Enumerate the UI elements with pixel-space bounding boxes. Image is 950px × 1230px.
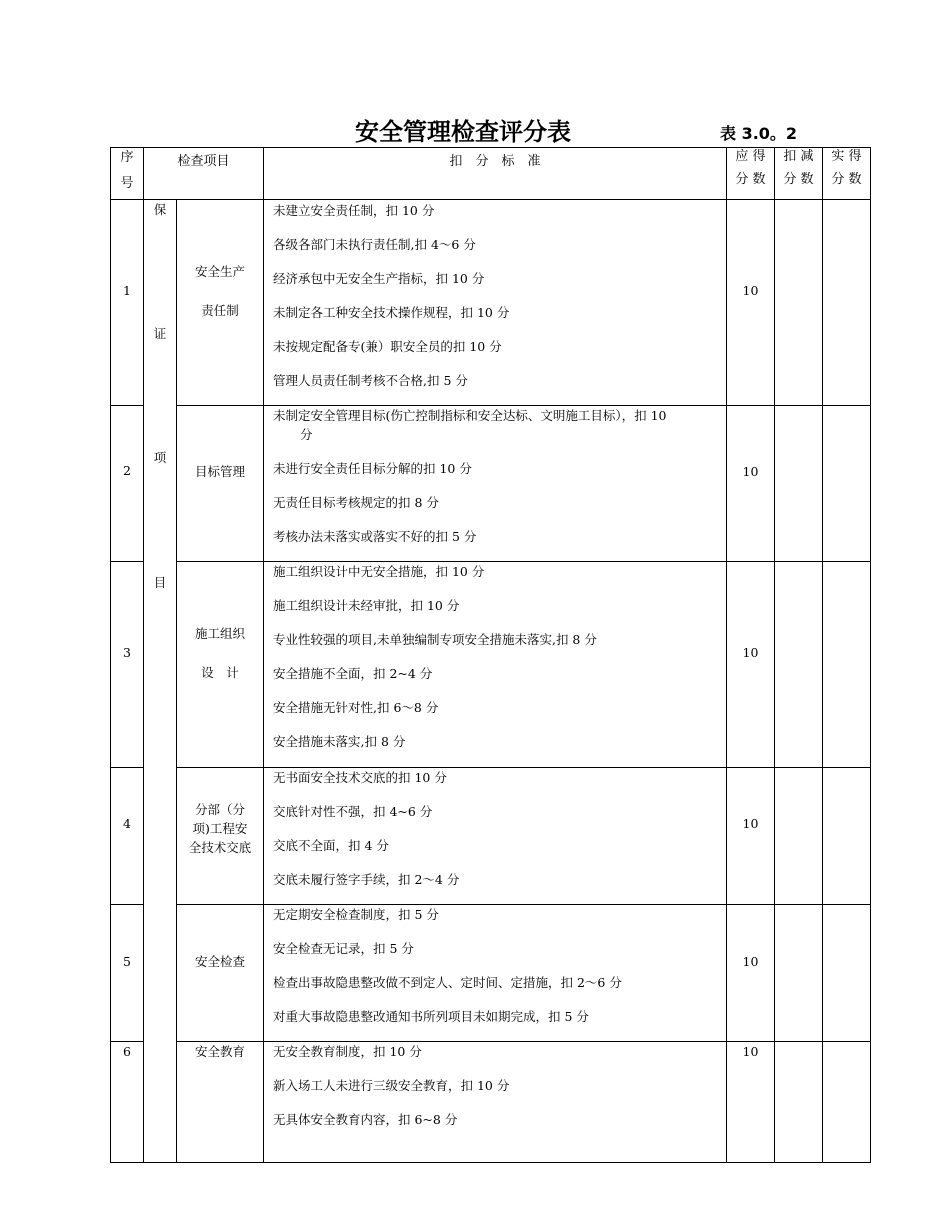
header-deduction-standard: 扣 分 标 准 [449,154,541,169]
row-item-line: 安全检查 [194,954,245,969]
row-due-score: 10 [742,1044,759,1059]
criterion: 新入场工人未进行三级安全教育，扣 10 分 [273,1078,510,1093]
row-item-line: 全技术交底 [188,840,252,855]
criterion: 交底不全面，扣 4 分 [273,838,389,853]
row-item-line: 设 计 [201,665,239,680]
category-char: 目 [153,575,167,590]
criterion: 未进行安全责任目标分解的扣 10 分 [273,461,472,476]
criterion: 未按规定配备专(兼）职安全员的扣 10 分 [273,339,502,354]
row-item-line: 分部（分 [194,802,245,817]
criterion: 未建立安全责任制，扣 10 分 [273,203,435,218]
criterion: 施工组织设计未经审批，扣 10 分 [273,598,460,613]
row-seq: 2 [123,463,131,478]
header-due-score-2: 分 数 [735,172,766,187]
row-item-line: 安全生产 [194,264,245,279]
criterion: 无责任目标考核规定的扣 8 分 [273,495,439,510]
category-char: 保 [153,202,167,217]
criterion: 对重大事故隐患整改通知书所列项目未如期完成，扣 5 分 [273,1009,589,1024]
row-seq: 6 [123,1044,131,1059]
criterion: 安全措施无针对性,扣 6～8 分 [273,700,439,715]
criterion: 无安全教育制度，扣 10 分 [273,1044,422,1059]
row-due-score: 10 [742,645,759,660]
page-title: 安全管理检查评分表 [355,118,571,146]
criterion: 无定期安全检查制度，扣 5 分 [273,907,439,922]
header-deduct-score-2: 分 数 [783,172,814,187]
criterion: 检查出事故隐患整改做不到定人、定时间、定措施，扣 2～6 分 [273,975,622,990]
row-item-line: 施工组织 [194,626,245,641]
row-seq: 1 [123,283,131,298]
row-seq: 3 [123,645,131,660]
header-seq-2: 号 [120,176,134,191]
header-check-item: 检查项目 [177,154,230,169]
row-item-line: 责任制 [201,303,239,318]
category-char: 证 [153,326,167,341]
criterion: 无书面安全技术交底的扣 10 分 [273,770,447,785]
table-number: 表 3.0。2 [720,124,798,143]
row-item-line: 目标管理 [194,464,245,479]
header-deduct-score-1: 扣 减 [783,149,814,164]
row-item-line: 安全教育 [194,1044,245,1059]
criterion: 分 [300,427,313,442]
header-actual-score-2: 分 数 [831,172,862,187]
criterion: 安全措施不全面，扣 2~4 分 [273,666,433,681]
row-due-score: 10 [742,816,759,831]
criterion: 专业性较强的项目,未单独编制专项安全措施未落实,扣 8 分 [273,632,597,647]
criterion: 经济承包中无安全生产指标，扣 10 分 [273,271,485,286]
criterion: 管理人员责任制考核不合格,扣 5 分 [273,373,468,388]
row-due-score: 10 [742,464,759,479]
criterion: 无具体安全教育内容，扣 6~8 分 [273,1112,458,1127]
criterion: 施工组织设计中无安全措施，扣 10 分 [273,564,485,579]
criterion: 交底未履行签字手续，扣 2～4 分 [273,872,460,887]
criterion: 交底针对性不强，扣 4~6 分 [273,804,433,819]
criterion: 各级各部门未执行责任制,扣 4～6 分 [273,237,476,252]
row-seq: 5 [123,954,131,969]
criterion: 考核办法未落实或落实不好的扣 5 分 [273,529,477,544]
criterion: 未制定安全管理目标(伤亡控制指标和安全达标、文明施工目标），扣 10 [273,408,667,423]
header-seq-1: 序 [120,150,134,165]
header-due-score-1: 应 得 [735,149,766,164]
header-actual-score-1: 实 得 [831,149,862,164]
row-item-line: 项)工程安 [192,821,248,836]
category-char: 项 [153,450,167,465]
criterion: 未制定各工种安全技术操作规程，扣 10 分 [273,305,510,320]
row-seq: 4 [123,816,131,831]
criterion: 安全措施未落实,扣 8 分 [273,734,406,749]
criterion: 安全检查无记录，扣 5 分 [273,941,414,956]
row-due-score: 10 [742,954,759,969]
row-due-score: 10 [742,283,759,298]
